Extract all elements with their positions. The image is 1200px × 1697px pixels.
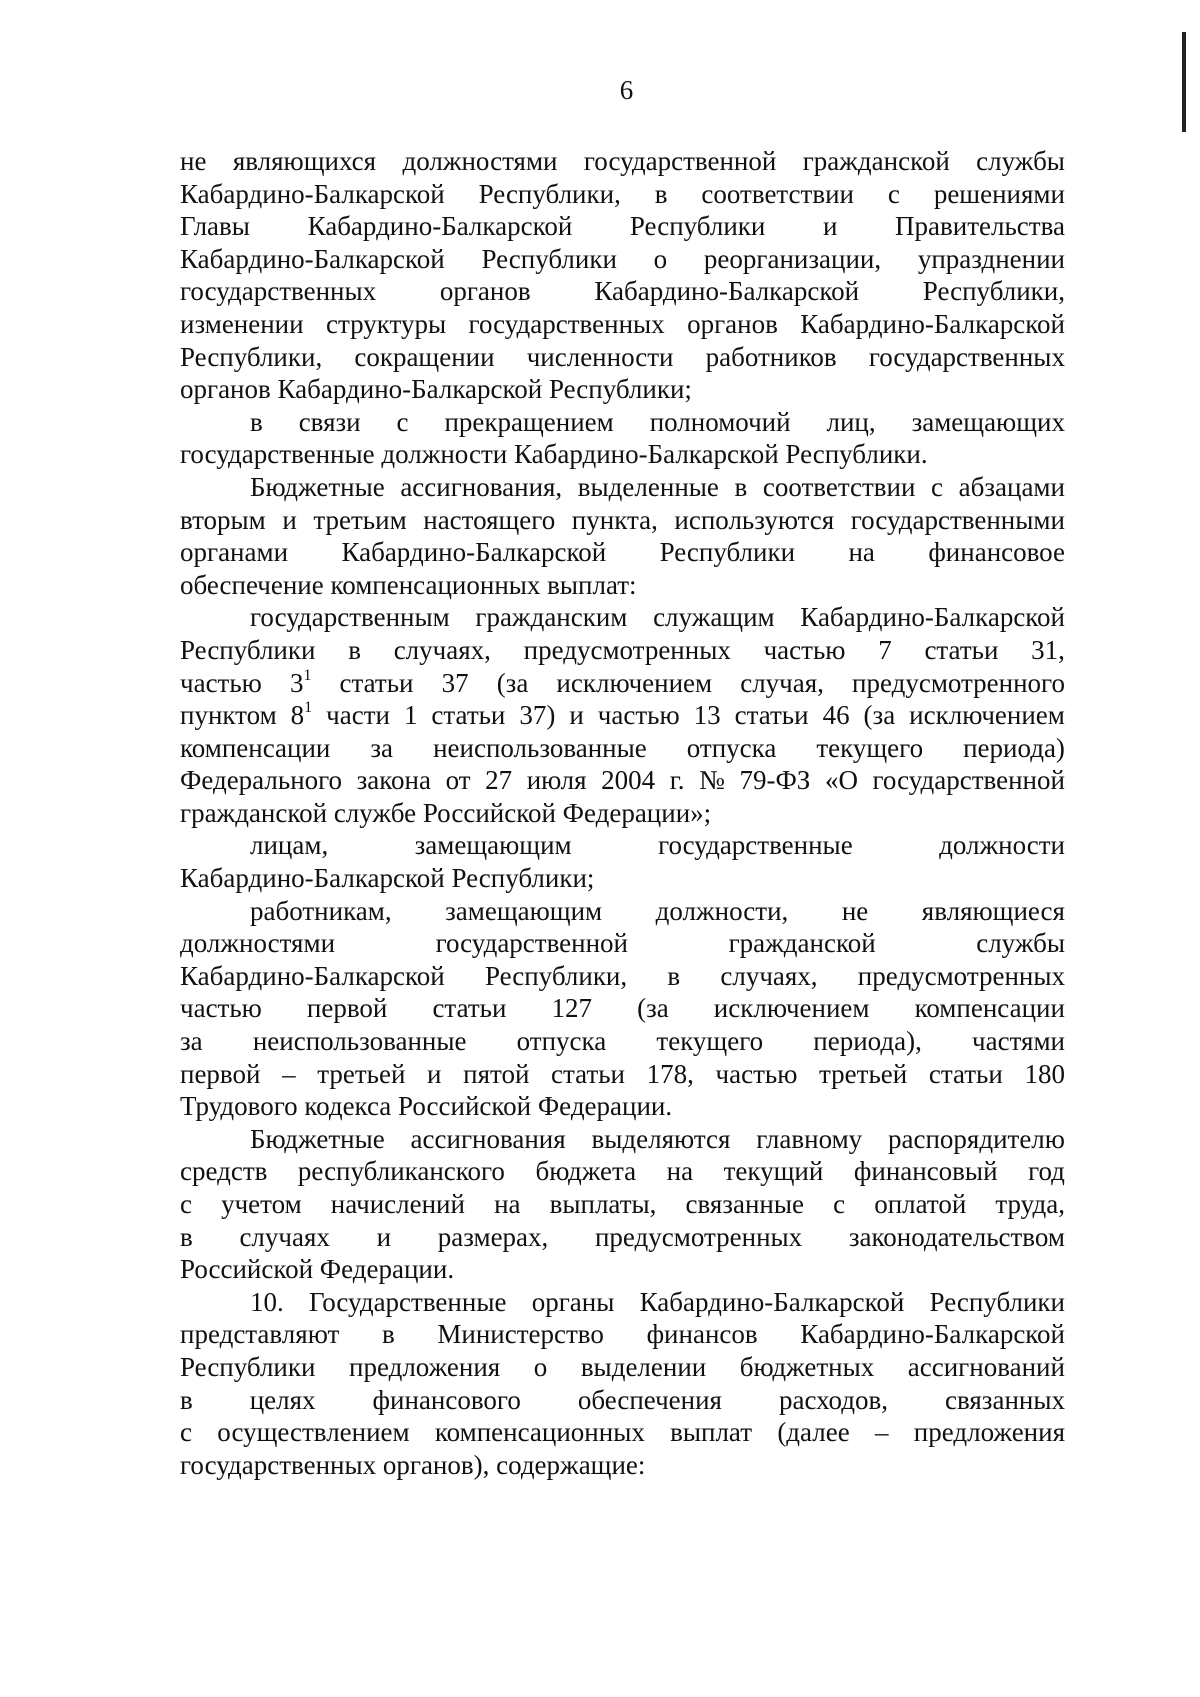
text-word: государственные должности Кабардино-Балкарской Республики.	[180, 439, 928, 470]
text-word: г.	[669, 765, 685, 796]
text-word: полномочий	[649, 406, 791, 437]
text-word: Бюджетные	[250, 1123, 385, 1154]
text-line	[180, 438, 1065, 471]
text-word: гражданской	[802, 146, 950, 176]
text-line	[180, 829, 1065, 862]
text-word: структуры	[326, 308, 447, 339]
text-word: 13	[693, 700, 721, 731]
text-word: о	[533, 1351, 548, 1382]
text-word: распорядителю	[888, 1123, 1065, 1154]
text-word: частью	[763, 634, 846, 665]
text-word: государственными	[850, 504, 1065, 535]
text-word: Кабардино-Балкарской	[180, 960, 445, 991]
text-line	[180, 1090, 1065, 1123]
text-word: случая,	[740, 667, 824, 698]
text-word: Республики	[629, 211, 766, 242]
text-word: замещающих	[911, 406, 1065, 437]
text-word: пунктом	[180, 700, 277, 731]
text-word: о	[653, 243, 668, 274]
text-line	[180, 1351, 1065, 1384]
text-word: компенсации	[180, 732, 331, 763]
text-word: должности	[939, 830, 1065, 861]
text-word: исключением	[556, 667, 713, 698]
text-word: в	[180, 1221, 193, 1252]
text-word: части	[326, 700, 390, 731]
text-word: государственной	[583, 146, 777, 176]
text-word: «О	[824, 765, 858, 796]
text-line	[180, 536, 1065, 569]
text-line	[180, 471, 1065, 504]
text-word: 2004	[601, 765, 656, 796]
text-word: в	[348, 634, 361, 665]
text-word: Главы	[180, 211, 250, 242]
text-word: государственной	[872, 765, 1065, 796]
text-word: финансовое	[928, 537, 1065, 568]
text-word: 7	[878, 634, 892, 665]
text-line	[180, 1449, 1065, 1482]
text-word: неиспользованные	[252, 1026, 467, 1057]
text-word: 127	[551, 993, 592, 1024]
text-word: законодательством	[848, 1221, 1065, 1252]
text-word: исключением	[713, 993, 870, 1024]
text-word: №	[699, 765, 725, 796]
text-word: Бюджетные	[250, 471, 385, 502]
text-word: компенсации	[914, 993, 1065, 1024]
text-word: пункта,	[571, 504, 658, 535]
text-word: выделенные	[577, 471, 719, 502]
text-word: должностями	[402, 146, 558, 176]
text-line	[180, 406, 1065, 439]
text-word: (за	[496, 667, 529, 698]
text-word: ассигнования,	[400, 471, 563, 502]
text-word: (далее	[777, 1417, 850, 1448]
text-word: 31,	[1031, 634, 1065, 665]
text-word: частью	[597, 700, 680, 731]
text-line	[180, 1318, 1065, 1351]
text-line	[180, 895, 1065, 928]
text-word: республиканского	[297, 1156, 505, 1187]
text-word: Кабардино-Балкарской	[800, 602, 1065, 633]
text-word: компенсационных	[434, 1417, 645, 1448]
text-word: ассигнований	[907, 1351, 1065, 1382]
text-word: Республики	[659, 537, 796, 568]
text-word: ассигнования	[410, 1123, 566, 1154]
text-word: на	[848, 537, 875, 568]
text-word: Республики	[929, 1286, 1065, 1317]
text-word: частью	[180, 667, 262, 698]
text-word: исключением	[909, 700, 1065, 731]
text-word: 10.	[250, 1286, 284, 1317]
text-word: гражданским	[475, 602, 628, 633]
text-line	[180, 569, 1065, 602]
text-word	[290, 667, 312, 700]
text-line	[180, 797, 1065, 830]
text-word: не	[180, 146, 207, 176]
text-word: государственной	[435, 928, 629, 959]
text-word: в	[250, 406, 263, 437]
text-word: Кабардино-Балкарской	[594, 276, 860, 307]
text-word: Республики,	[922, 276, 1065, 307]
text-word: органов	[439, 276, 531, 307]
text-word: статьи	[551, 1058, 626, 1089]
text-word: реорганизации,	[703, 243, 882, 274]
text-line	[180, 960, 1065, 993]
text-word: являющихся	[232, 146, 377, 176]
text-line	[180, 764, 1065, 797]
text-word: частью	[715, 1058, 798, 1089]
text-word: целях	[249, 1384, 316, 1415]
text-word: обеспечения	[577, 1384, 722, 1415]
text-word: и	[427, 1058, 442, 1089]
text-word: государственные	[658, 830, 853, 861]
text-line	[180, 862, 1065, 895]
text-word: 46	[822, 700, 850, 731]
text-word: с	[180, 1417, 192, 1448]
text-word: Республики	[180, 634, 316, 665]
text-word: периода)	[963, 732, 1065, 763]
text-word: с	[887, 178, 900, 209]
text-word: государственных	[868, 341, 1065, 372]
text-word: от	[445, 765, 471, 796]
text-word: государственных	[468, 308, 665, 339]
text-word: органов Кабардино-Балкарской Республики;	[180, 374, 692, 405]
text-line	[180, 927, 1065, 960]
text-word: Кабардино-Балкарской	[180, 243, 445, 274]
text-word: статьи	[432, 993, 507, 1024]
text-word: (за	[863, 700, 896, 731]
text-word: замещающим	[414, 830, 572, 861]
text-line	[180, 667, 1065, 700]
text-word: –	[875, 1417, 889, 1448]
text-word: финансового	[372, 1384, 521, 1415]
text-word: финансов	[646, 1319, 758, 1350]
text-word: настоящего	[423, 504, 556, 535]
text-word: предусмотренного	[852, 667, 1065, 698]
text-word: выплаты,	[549, 1189, 657, 1219]
text-line	[180, 1221, 1065, 1254]
text-word: выделении	[580, 1351, 707, 1382]
text-word: сокращении	[354, 341, 495, 372]
text-word: Республики,	[484, 960, 628, 991]
text-word: и	[822, 211, 838, 242]
text-line	[180, 373, 1065, 406]
text-word: используются	[674, 504, 835, 535]
text-word: гражданской	[728, 928, 876, 959]
text-line	[180, 732, 1065, 765]
text-word: на	[494, 1189, 521, 1219]
text-word: Кабардино-Балкарской	[800, 1319, 1065, 1350]
text-word: пятой	[463, 1058, 530, 1089]
text-word: связанных	[945, 1384, 1065, 1415]
text-word: изменении	[180, 308, 304, 339]
text-line	[180, 308, 1065, 341]
text-word: службы	[976, 146, 1065, 176]
text-line	[180, 1253, 1065, 1286]
text-word: обеспечение компенсационных выплат:	[180, 569, 637, 600]
text-word: первой	[180, 1058, 261, 1089]
superscript: 1	[304, 699, 313, 717]
text-line	[180, 1384, 1065, 1417]
text-word: текущий	[723, 1156, 824, 1187]
page-number: 6	[619, 75, 634, 105]
text-word: 178,	[646, 1058, 694, 1089]
text-word: замещающим	[445, 895, 603, 926]
text-line	[180, 210, 1065, 243]
text-word: должности,	[655, 895, 789, 926]
text-word: 37	[441, 667, 469, 698]
text-line	[180, 504, 1065, 537]
text-word: случаях,	[393, 634, 491, 665]
text-word: год	[1028, 1156, 1065, 1187]
text-word: связанные	[685, 1189, 804, 1219]
text-word: лицам,	[250, 830, 329, 861]
text-word: Кабардино-Балкарской	[800, 308, 1065, 339]
text-word: прекращением	[444, 406, 614, 437]
text-word: 180	[1024, 1058, 1065, 1089]
text-line	[180, 1188, 1065, 1221]
superscript: 1	[303, 666, 312, 684]
text-word: органами	[180, 537, 289, 568]
document-body	[180, 145, 1065, 1481]
text-word: 37)	[519, 700, 556, 731]
text-word: предусмотренных	[594, 1221, 803, 1252]
text-word: в	[667, 960, 681, 991]
text-word: финансовый	[853, 1156, 998, 1187]
text-word: упразднении	[917, 243, 1065, 274]
text-word: статьи	[928, 1058, 1003, 1089]
text-word: в	[381, 1319, 395, 1350]
text-word: начислений	[330, 1189, 465, 1219]
text-word: бюджетных	[739, 1351, 875, 1382]
text-word: и	[282, 504, 297, 535]
text-word: соответствии	[762, 471, 916, 502]
text-line	[180, 243, 1065, 276]
text-word: размерах,	[437, 1221, 549, 1252]
text-word: отпуска	[516, 1026, 607, 1057]
text-word: и	[376, 1221, 392, 1252]
text-word: соответствии	[701, 178, 854, 209]
text-word: Республики	[481, 243, 617, 274]
text-line	[180, 341, 1065, 374]
text-word: Кабардино-Балкарской	[180, 178, 445, 209]
text-word: Республики,	[180, 341, 323, 372]
text-word: текущего	[816, 732, 924, 763]
text-line	[180, 1416, 1065, 1449]
text-word: гражданской службе Российской Федерации»;	[180, 797, 712, 828]
text-word: неиспользованные	[433, 732, 647, 763]
text-line	[180, 1286, 1065, 1319]
text-line	[180, 178, 1065, 211]
text-line	[180, 275, 1065, 308]
text-word: осуществлением	[217, 1417, 410, 1448]
text-word: частью	[180, 993, 262, 1024]
text-word: отпуска	[686, 732, 777, 763]
text-word: предусмотренных	[523, 634, 731, 665]
text-word: не	[841, 895, 869, 926]
text-word: в	[654, 178, 668, 209]
text-word: Трудового кодекса Российской Федерации.	[180, 1091, 673, 1122]
text-word: статьи	[339, 667, 414, 698]
text-line	[180, 1123, 1065, 1156]
text-word: труда,	[995, 1189, 1065, 1219]
text-word: связи	[298, 406, 361, 437]
text-word: оплатой	[874, 1189, 967, 1219]
text-word: в	[734, 471, 748, 502]
text-word: выделяются	[591, 1123, 731, 1154]
text-word: 79-ФЗ	[739, 765, 811, 796]
text-word: работникам,	[250, 895, 392, 926]
word-base: 8	[290, 700, 305, 731]
text-word: статьи	[431, 700, 506, 731]
text-word: служащим	[653, 602, 775, 633]
text-word: лиц,	[826, 406, 876, 437]
text-word: Министерство	[437, 1319, 604, 1350]
text-word: решениями	[933, 178, 1065, 209]
text-word: службы	[976, 928, 1065, 959]
text-word: –	[282, 1058, 296, 1089]
text-word: главному	[756, 1123, 863, 1154]
text-word: учетом	[221, 1189, 302, 1219]
text-word: текущего	[656, 1026, 764, 1057]
text-word: с	[833, 1189, 846, 1219]
text-word: должностями	[180, 928, 336, 959]
text-line	[180, 1025, 1065, 1058]
text-word: с	[931, 471, 944, 502]
text-word: (за	[637, 993, 669, 1024]
text-word: органы	[531, 1286, 615, 1317]
text-word: Республики	[180, 1351, 316, 1382]
text-word: Кабардино-Балкарской Республики;	[180, 863, 595, 894]
text-word: на	[666, 1156, 694, 1187]
text-word: Правительства	[895, 211, 1065, 242]
text-word: случаях,	[720, 960, 818, 991]
text-word: предложения	[913, 1417, 1065, 1448]
text-word: случаях	[239, 1221, 330, 1252]
text-word: июля	[526, 765, 587, 796]
text-word: государственным	[250, 602, 450, 633]
text-line	[180, 1058, 1065, 1091]
text-word: выплат	[670, 1417, 753, 1448]
text-word: третьей	[317, 1058, 406, 1089]
text-word: Государственные	[309, 1286, 507, 1317]
text-word: Российской Федерации.	[180, 1254, 455, 1285]
text-word: государственных органов), содержащие:	[180, 1449, 646, 1480]
text-word: за	[370, 732, 394, 763]
text-word: работников	[705, 341, 837, 372]
text-word: Кабардино-Балкарской	[639, 1286, 905, 1317]
text-line	[180, 145, 1065, 178]
text-line	[180, 992, 1065, 1025]
text-line	[180, 1155, 1065, 1188]
text-word: частями	[972, 1026, 1065, 1057]
text-line	[180, 699, 1065, 732]
text-word: статьи	[734, 700, 809, 731]
text-word: периода),	[813, 1026, 922, 1057]
text-word: и	[569, 700, 584, 731]
text-word: в	[180, 1384, 193, 1415]
text-line	[180, 634, 1065, 667]
text-word: статьи	[924, 634, 999, 665]
text-word: предложения	[349, 1351, 501, 1382]
text-word: с	[180, 1189, 192, 1219]
text-word: третьей	[819, 1058, 908, 1089]
text-word: закона	[356, 765, 431, 796]
text-word: абзацами	[958, 471, 1065, 502]
text-word: за	[180, 1026, 203, 1057]
text-word	[291, 699, 313, 732]
text-word: Федерального	[180, 765, 343, 796]
text-word: вторым	[180, 504, 266, 535]
text-word: государственных	[180, 276, 377, 307]
text-word: органов	[687, 308, 778, 339]
text-word: с	[396, 406, 409, 437]
text-line	[180, 601, 1065, 634]
text-word: расходов,	[778, 1384, 889, 1415]
text-word: Республики,	[478, 178, 621, 209]
text-word: Кабардино-Балкарской	[341, 537, 607, 568]
text-word: 27	[485, 765, 513, 796]
text-word: являющиеся	[921, 895, 1065, 926]
text-word: предусмотренных	[857, 960, 1065, 991]
text-word: представляют	[180, 1319, 340, 1350]
text-word: бюджета	[535, 1156, 637, 1187]
text-word: третьим	[313, 504, 407, 535]
text-word: 1	[403, 700, 418, 731]
text-word: средств	[180, 1156, 268, 1187]
text-word: Кабардино-Балкарской	[307, 211, 573, 242]
text-word: численности	[526, 341, 674, 372]
text-word: первой	[306, 993, 388, 1024]
word-base: 3	[289, 667, 304, 698]
